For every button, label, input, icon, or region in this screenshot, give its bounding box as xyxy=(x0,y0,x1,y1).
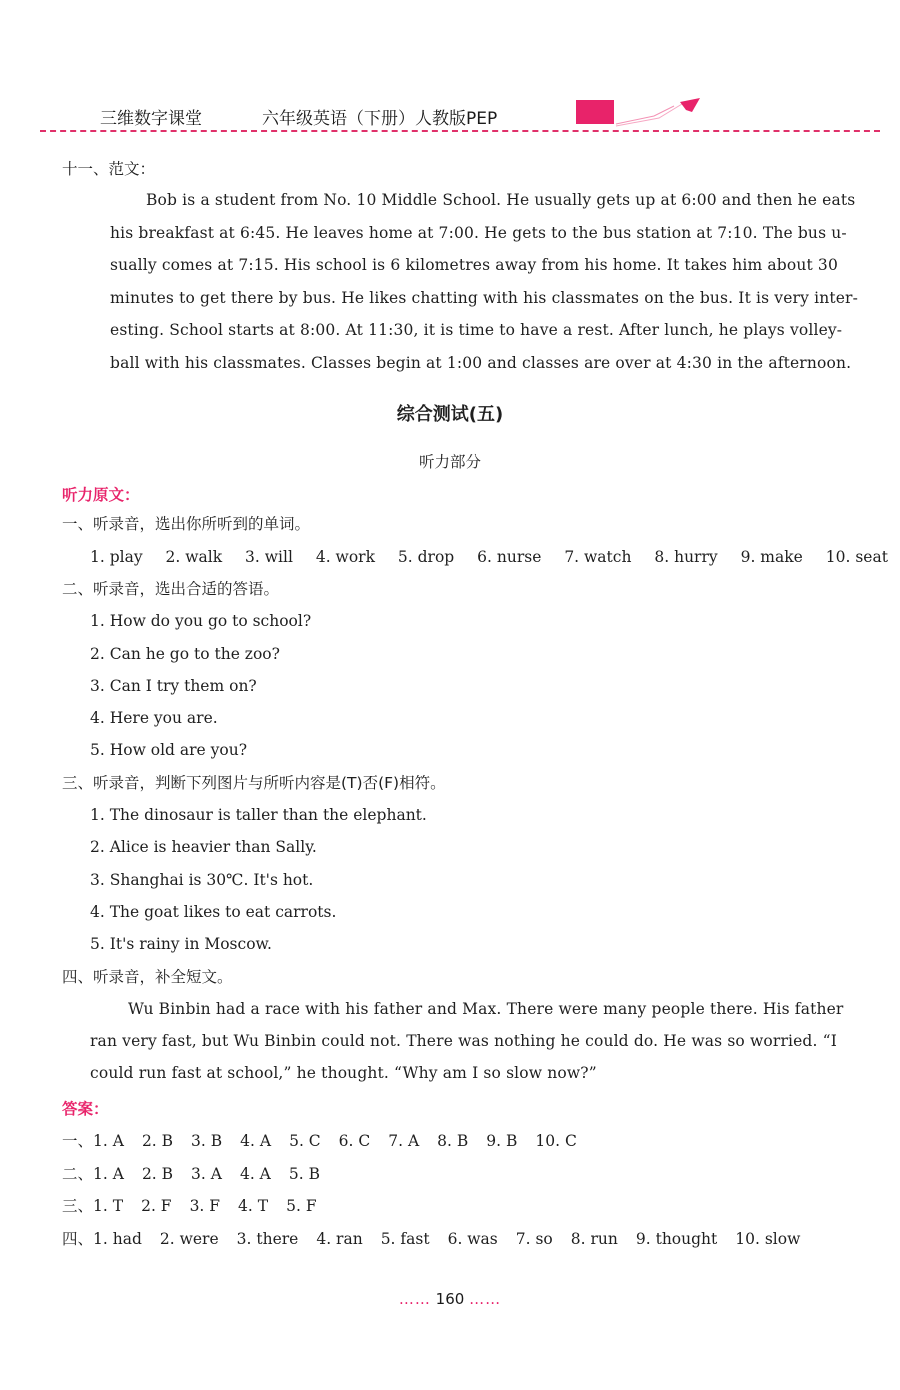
header-decor-box xyxy=(576,100,614,124)
answer-item: 1. A xyxy=(93,1165,124,1183)
answer-item: 4. T xyxy=(238,1197,269,1215)
answer-item: 8. B xyxy=(437,1132,469,1150)
answer-item: 7. so xyxy=(515,1230,553,1248)
list-item: 2. Can he go to the zoo? xyxy=(90,645,280,663)
answer-item: 7. A xyxy=(388,1132,420,1150)
answer-prefix: 三、 xyxy=(62,1197,94,1215)
book-title: 六年级英语（下册）人教版PEP xyxy=(262,109,498,129)
answer-item: 3. A xyxy=(191,1165,222,1183)
answer-prefix: 二、 xyxy=(62,1165,94,1183)
part3-heading: 三、听录音，判断下列图片与所听内容是(T)否(F)相符。 xyxy=(62,774,446,792)
answer-item: 4. ran xyxy=(316,1230,363,1248)
list-item: 1. play xyxy=(90,548,143,566)
list-item: 1. The dinosaur is taller than the elephant. xyxy=(90,806,427,824)
list-item: 4. work xyxy=(315,548,375,566)
answer-row xyxy=(62,1162,338,1184)
list-item: 9. make xyxy=(740,548,803,566)
answer-prefix: 四、 xyxy=(62,1230,94,1248)
answer-item: 5. F xyxy=(286,1197,317,1215)
series-title: 三维数字课堂 xyxy=(100,109,202,129)
answer-item: 4. A xyxy=(240,1132,272,1150)
list-item: 4. Here you are. xyxy=(90,709,218,727)
list-item: 2. Alice is heavier than Sally. xyxy=(90,838,317,856)
answer-item: 1. had xyxy=(93,1230,142,1248)
rocket-icon xyxy=(614,98,704,128)
answer-item: 3. F xyxy=(189,1197,221,1215)
answer-prefix: 一、 xyxy=(62,1132,94,1150)
paragraph-line: Bob is a student from No. 10 Middle School. He usually gets up at 6:00 and then he eats xyxy=(146,191,856,209)
list-item: 3. will xyxy=(245,548,293,566)
list-item: 7. watch xyxy=(564,548,632,566)
list-item: 6. nurse xyxy=(477,548,542,566)
paragraph-line: ran very fast, but Wu Binbin could not. There was nothing he could do. He was so worried. “I xyxy=(90,1032,838,1050)
answer-item: 5. B xyxy=(288,1165,320,1183)
list-item: 3. Can I try them on? xyxy=(90,677,257,695)
list-item: 5. drop xyxy=(397,548,455,566)
answer-row xyxy=(62,1227,818,1249)
list-item: 5. How old are you? xyxy=(90,741,248,759)
paragraph-line: ball with his classmates. Classes begin at 1:00 and classes are over at 4:30 in the afternoon. xyxy=(110,354,852,372)
test-title: 综合测试(五) xyxy=(396,404,504,425)
answer-item: 2. were xyxy=(159,1230,219,1248)
answer-item: 2. B xyxy=(141,1132,174,1150)
answer-item: 5. C xyxy=(289,1132,321,1150)
part4-heading: 四、听录音，补全短文。 xyxy=(62,968,233,986)
answer-item: 1. T xyxy=(93,1197,124,1215)
list-item: 2. walk xyxy=(165,548,223,566)
list-item: 8. hurry xyxy=(654,548,718,566)
answer-item: 9. B xyxy=(486,1132,518,1150)
list-item: 10. seat xyxy=(825,548,888,566)
answer-item: 6. was xyxy=(447,1230,498,1248)
answer-item: 9. thought xyxy=(635,1230,718,1248)
page-dots-right: …… xyxy=(469,1290,502,1308)
paragraph-line: could run fast at school,” he thought. “Why am I so slow now?” xyxy=(90,1064,597,1082)
answer-item: 3. B xyxy=(191,1132,223,1150)
header-dashed-rule xyxy=(40,130,880,132)
answers-label: 答案： xyxy=(62,1100,109,1118)
answer-item: 3. there xyxy=(236,1230,299,1248)
page-dots-left: …… xyxy=(398,1290,431,1308)
part1-heading: 一、听录音，选出你所听到的单词。 xyxy=(62,515,311,533)
answer-item: 8. run xyxy=(570,1230,618,1248)
answer-item: 10. slow xyxy=(735,1230,801,1248)
paragraph-line: his breakfast at 6:45. He leaves home at 7:00. He gets to the bus station at 7:10. The bus u- xyxy=(110,224,847,242)
answer-item: 5. fast xyxy=(380,1230,430,1248)
list-item: 4. The goat likes to eat carrots. xyxy=(90,903,337,921)
answer-item: 1. A xyxy=(93,1132,124,1150)
answer-item: 2. B xyxy=(141,1165,174,1183)
paragraph-line: Wu Binbin had a race with his father and Max. There were many people there. His father xyxy=(128,1000,844,1018)
part1-word-row xyxy=(90,548,900,566)
list-item: 5. It's rainy in Moscow. xyxy=(90,935,272,953)
part2-heading: 二、听录音，选出合适的答语。 xyxy=(62,580,280,598)
page-number: 160 xyxy=(435,1290,465,1308)
answer-row xyxy=(62,1194,335,1216)
answer-item: 2. F xyxy=(141,1197,172,1215)
paragraph-line: minutes to get there by bus. He likes chatting with his classmates on the bus. It is very inter- xyxy=(110,289,858,307)
transcript-label: 听力原文： xyxy=(62,486,140,504)
page-footer xyxy=(0,1290,900,1308)
answer-row xyxy=(62,1129,595,1151)
answer-item: 10. C xyxy=(535,1132,577,1150)
section-heading: 十一、范文： xyxy=(62,160,156,178)
paragraph-line: sually comes at 7:15. His school is 6 kilometres away from his home. It takes him about 30 xyxy=(110,256,838,274)
answer-item: 6. C xyxy=(338,1132,371,1150)
answer-item: 4. A xyxy=(239,1165,271,1183)
list-item: 3. Shanghai is 30℃. It's hot. xyxy=(90,871,314,889)
page-header xyxy=(40,98,880,132)
listening-title: 听力部分 xyxy=(418,453,481,471)
paragraph-line: esting. School starts at 8:00. At 11:30, it is time to have a rest. After lunch, he plays volley- xyxy=(110,321,843,339)
list-item: 1. How do you go to school? xyxy=(90,612,312,630)
